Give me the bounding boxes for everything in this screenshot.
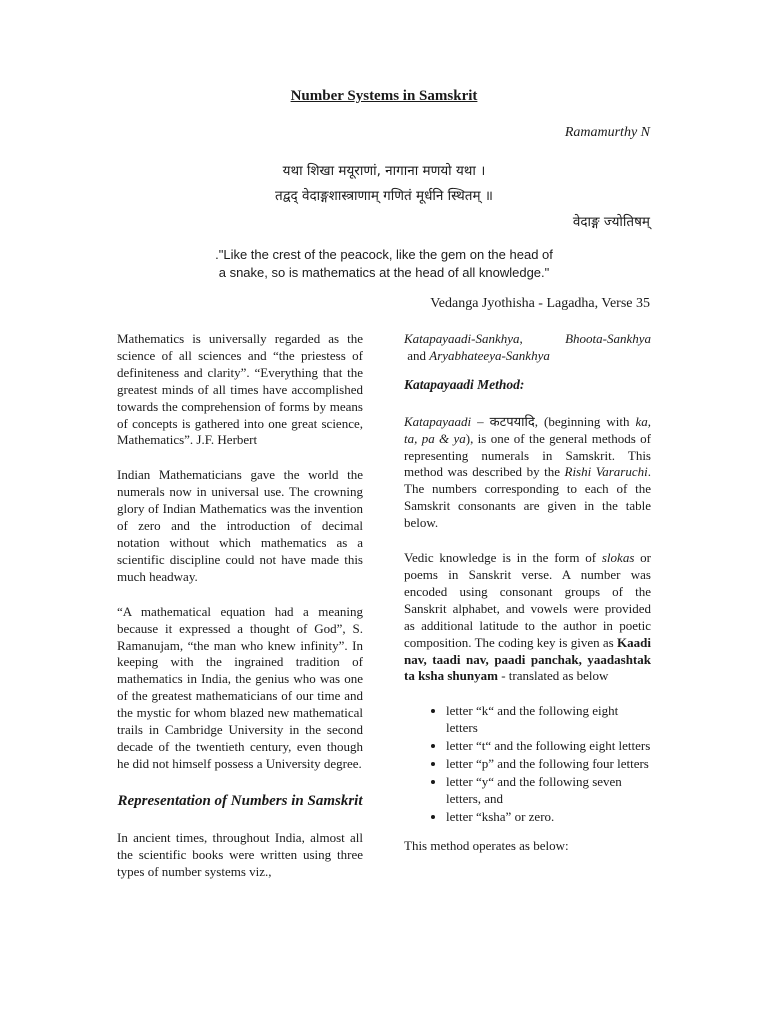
paragraph-mathematics: Mathematics is universally regarded as the science of all sciences and “the priestess of definiteness and clarity”. “Everything that the greatest minds of all times have accomplished towards the comprehension of forms by means of concepts is gathered into one great science, Mathematics”. J.F. Herbert [117,331,363,448]
list-item: • letter “p” and the following four letters [446,756,651,773]
sanskrit-verse-line-2: तद्वद् वेदाङ्गशास्त्राणाम् गणितं मूर्धनि स्थितम् ॥ [275,188,493,204]
author-name: Ramamurthy N [564,125,650,140]
text: - translated as below [497,668,609,684]
sanskrit-verse-line-1: यथा शिखा मयूराणां, नागाना मणयो यथा । [282,163,486,179]
separator: , [519,331,566,346]
english-quote [0,246,768,282]
text: or poems in Sanskrit verse. A number was encoded using consonant groups of the Sanskrit alphabet, and vowels were provided as additional latitude to the author in poetic composition. The coding key is given as [404,550,651,650]
list-item: • letter “ksha” or zero. [446,809,651,826]
section-heading-katapayaadi: Katapayaadi Method: [404,376,525,392]
text: . The numbers corresponding to each of the Samskrit consonants are given in the table below. [404,464,651,531]
list-item: • letter “k“ and the following eight letters [446,703,651,737]
paragraph-method-operates: This method operates as below: [404,837,569,853]
coding-key-list [404,703,651,825]
system-bhoota: Bhoota-Sankhya [565,331,651,346]
paragraph-katapayaadi [404,414,651,532]
paragraph-indian-mathematicians: Indian Mathematicians gave the world the numerals now in universal use. The crowning glory of Indian Mathematics was the invention of zero and the introduction of decimal notation without which mathematics as a scientific discipline could not have made this much headway. [117,467,363,584]
list-item: • letter “t“ and the following eight letters [446,738,651,755]
section-heading-representation: Representation of Numbers in Samskrit [117,792,363,809]
separator: and [404,347,430,363]
quote-line-2: a snake, so is mathematics at the head of all knowledge." [218,265,550,280]
paragraph-vedic-knowledge [404,550,651,685]
system-katapayaadi: Katapayaadi-Sankhya [404,331,520,346]
term-letters: ka, ta, pa & ya [404,413,651,446]
list-item: • letter “y“ and the following seven letters, and [446,774,651,808]
term-rishi: Rishi Vararuchi [564,464,648,480]
quote-source: Vedanga Jyothisha - Lagadha, Verse 35 [430,296,650,311]
text: Vedic knowledge is in the form of [404,550,602,566]
paragraph-ancient-times: In ancient times, throughout India, almost all the scientific books were written using three types of number systems viz., [117,829,363,879]
left-column [117,331,363,898]
paragraph-ramanujam: “A mathematical equation had a meaning because it expressed a thought of God”, S. Ramanujam, “the man who knew infinity”. In keeping with the ingrained tradition of mathematics in India, the genius who was one of the greatest mathematicians of our time and the mystic for whom blazed new mathematical trails in Cambridge University in the second decade of the twentieth century, even though he did not himself possess a University degree. [117,603,363,771]
paragraph-number-systems [404,331,651,365]
coding-key: Kaadi nav, taadi nav, paadi panchak, yaadashtak ta ksha shunyam [404,634,651,684]
text: ), is one of the general methods of representing numerals in Samskrit. This method was described by the [404,430,651,480]
term-katapayaadi: Katapayaadi [404,413,472,429]
term-slokas: slokas [601,550,635,566]
quote-line-1: ."Like the crest of the peacock, like the gem on the head of [215,247,553,262]
sanskrit-verse-source: वेदाङ्ग ज्योतिषम् [572,214,650,230]
page-title: Number Systems in Samskrit [290,88,478,104]
text: – कटपयादि, (beginning with [471,413,636,429]
system-aryabhateeya: Aryabhateeya-Sankhya [429,347,550,363]
right-column [404,331,651,873]
